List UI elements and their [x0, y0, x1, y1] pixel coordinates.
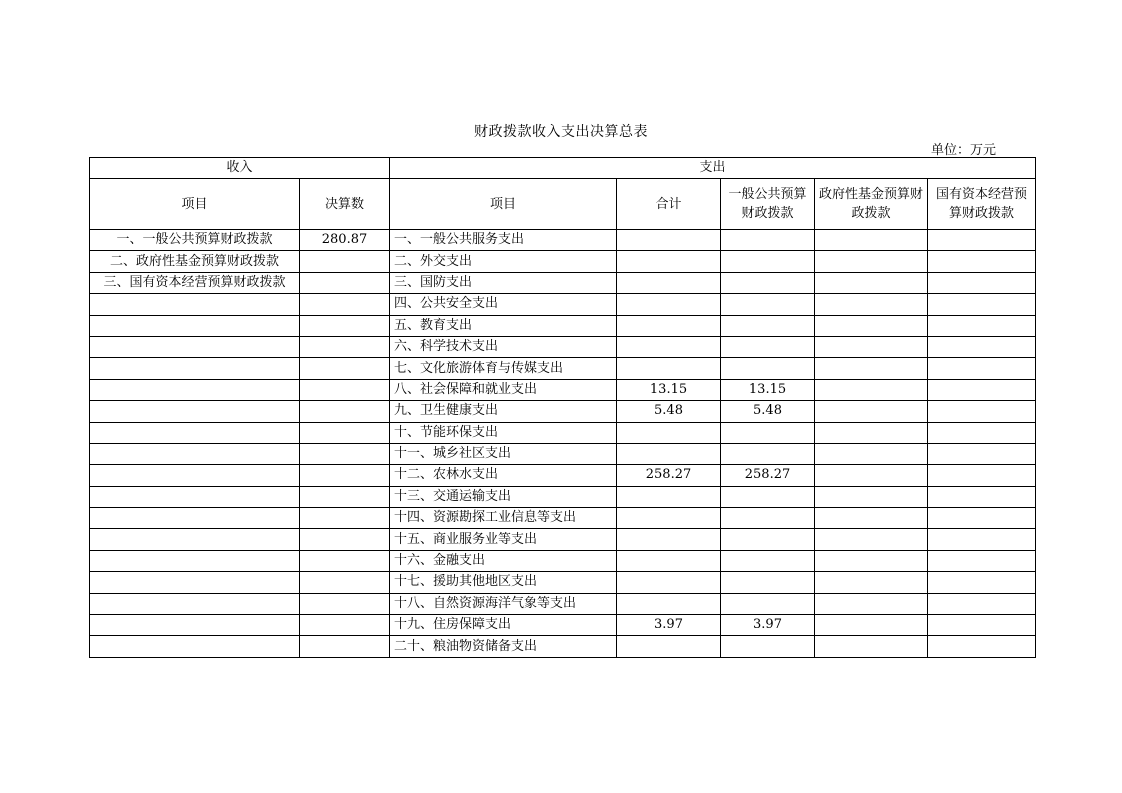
income-item-cell — [90, 401, 300, 422]
income-amount-cell — [300, 379, 390, 400]
income-item-cell — [90, 294, 300, 315]
state-capital-cell — [928, 529, 1036, 550]
general-budget-cell — [721, 336, 815, 357]
state-capital-cell — [928, 636, 1036, 657]
gov-fund-cell — [815, 508, 928, 529]
income-amount-cell — [300, 272, 390, 293]
general-budget-cell — [721, 508, 815, 529]
table-row — [90, 230, 1036, 251]
table-row — [90, 272, 1036, 293]
general-budget-cell — [721, 315, 815, 336]
state-capital-cell — [928, 593, 1036, 614]
income-item-cell — [90, 593, 300, 614]
income-item-cell — [90, 465, 300, 486]
budget-table — [89, 157, 1036, 658]
income-amount-cell — [300, 636, 390, 657]
income-amount-cell — [300, 315, 390, 336]
total-cell: 5.48 — [617, 401, 721, 422]
state-capital-cell — [928, 572, 1036, 593]
income-amount-cell — [300, 529, 390, 550]
state-capital-cell — [928, 272, 1036, 293]
state-capital-cell — [928, 465, 1036, 486]
state-capital-header: 国有资本经营预算财政拨款 — [928, 179, 1036, 230]
state-capital-cell — [928, 486, 1036, 507]
expense-header: 支出 — [390, 158, 1036, 179]
table-row — [90, 486, 1036, 507]
table-row — [90, 336, 1036, 357]
general-budget-cell: 3.97 — [721, 615, 815, 636]
table-row — [90, 294, 1036, 315]
document-title: 财政拨款收入支出决算总表 — [474, 124, 648, 140]
table-row — [90, 636, 1036, 657]
table-body — [90, 230, 1036, 658]
total-cell — [617, 572, 721, 593]
income-item-cell — [90, 615, 300, 636]
gov-fund-cell — [815, 443, 928, 464]
table-row — [90, 251, 1036, 272]
income-amount-cell — [300, 251, 390, 272]
gov-fund-cell — [815, 251, 928, 272]
state-capital-cell — [928, 315, 1036, 336]
total-cell — [617, 550, 721, 571]
expense-item-cell: 十四、资源勘探工业信息等支出 — [390, 508, 617, 529]
income-item-cell: 一、一般公共预算财政拨款 — [90, 230, 300, 251]
gov-fund-cell — [815, 615, 928, 636]
expense-item-cell: 十二、农林水支出 — [390, 465, 617, 486]
expense-item-cell: 十七、援助其他地区支出 — [390, 572, 617, 593]
general-budget-cell — [721, 529, 815, 550]
income-item-cell — [90, 550, 300, 571]
gov-fund-cell — [815, 636, 928, 657]
general-budget-cell — [721, 443, 815, 464]
general-budget-cell — [721, 636, 815, 657]
income-amount-cell — [300, 550, 390, 571]
unit-label: 单位：万元 — [931, 143, 997, 158]
income-amount-cell — [300, 401, 390, 422]
income-item-cell — [90, 315, 300, 336]
general-budget-cell — [721, 422, 815, 443]
general-budget-cell — [721, 251, 815, 272]
expense-item-cell: 二十、粮油物资储备支出 — [390, 636, 617, 657]
income-amount-cell — [300, 465, 390, 486]
income-amount-cell — [300, 294, 390, 315]
table-row — [90, 358, 1036, 379]
total-cell: 3.97 — [617, 615, 721, 636]
expense-item-cell: 二、外交支出 — [390, 251, 617, 272]
gov-fund-cell — [815, 465, 928, 486]
expense-item-cell: 十九、住房保障支出 — [390, 615, 617, 636]
total-cell — [617, 529, 721, 550]
table-row — [90, 508, 1036, 529]
total-cell — [617, 443, 721, 464]
table-row — [90, 315, 1036, 336]
state-capital-cell — [928, 379, 1036, 400]
header-row-top — [90, 158, 1036, 179]
table-row — [90, 550, 1036, 571]
income-amount-cell — [300, 572, 390, 593]
income-amount-cell — [300, 336, 390, 357]
expense-item-cell: 三、国防支出 — [390, 272, 617, 293]
general-budget-cell — [721, 572, 815, 593]
state-capital-cell — [928, 508, 1036, 529]
income-item-cell — [90, 572, 300, 593]
total-cell — [617, 593, 721, 614]
income-item-cell — [90, 486, 300, 507]
gov-fund-cell — [815, 593, 928, 614]
income-item-header: 项目 — [90, 179, 300, 230]
gov-fund-cell — [815, 401, 928, 422]
state-capital-cell — [928, 358, 1036, 379]
income-amount-cell — [300, 615, 390, 636]
general-budget-header: 一般公共预算财政拨款 — [721, 179, 815, 230]
income-item-cell — [90, 529, 300, 550]
expense-item-cell: 十五、商业服务业等支出 — [390, 529, 617, 550]
gov-fund-cell — [815, 230, 928, 251]
general-budget-cell: 258.27 — [721, 465, 815, 486]
gov-fund-cell — [815, 486, 928, 507]
expense-item-cell: 八、社会保障和就业支出 — [390, 379, 617, 400]
table-row — [90, 401, 1036, 422]
gov-fund-cell — [815, 379, 928, 400]
expense-item-cell: 十一、城乡社区支出 — [390, 443, 617, 464]
income-item-cell — [90, 379, 300, 400]
income-item-cell — [90, 508, 300, 529]
general-budget-cell — [721, 230, 815, 251]
income-item-cell — [90, 336, 300, 357]
state-capital-cell — [928, 251, 1036, 272]
total-cell — [617, 230, 721, 251]
header-row-columns — [90, 179, 1036, 230]
table-row — [90, 465, 1036, 486]
state-capital-cell — [928, 615, 1036, 636]
general-budget-cell — [721, 294, 815, 315]
total-cell — [617, 422, 721, 443]
expense-item-cell: 七、文化旅游体育与传媒支出 — [390, 358, 617, 379]
total-cell — [617, 336, 721, 357]
state-capital-cell — [928, 443, 1036, 464]
income-amount-cell — [300, 443, 390, 464]
expense-item-cell: 五、教育支出 — [390, 315, 617, 336]
general-budget-cell: 5.48 — [721, 401, 815, 422]
income-amount-cell — [300, 422, 390, 443]
expense-item-cell: 四、公共安全支出 — [390, 294, 617, 315]
general-budget-cell — [721, 272, 815, 293]
income-amount-cell — [300, 358, 390, 379]
income-amount-cell: 280.87 — [300, 230, 390, 251]
total-cell: 13.15 — [617, 379, 721, 400]
state-capital-cell — [928, 550, 1036, 571]
expense-item-cell: 一、一般公共服务支出 — [390, 230, 617, 251]
state-capital-cell — [928, 422, 1036, 443]
table-row — [90, 593, 1036, 614]
state-capital-cell — [928, 294, 1036, 315]
total-header: 合计 — [617, 179, 721, 230]
table-row — [90, 379, 1036, 400]
total-cell — [617, 508, 721, 529]
total-cell — [617, 636, 721, 657]
expense-item-header: 项目 — [390, 179, 617, 230]
total-cell — [617, 358, 721, 379]
state-capital-cell — [928, 230, 1036, 251]
expense-item-cell: 十、节能环保支出 — [390, 422, 617, 443]
expense-item-cell: 六、科学技术支出 — [390, 336, 617, 357]
table-row — [90, 529, 1036, 550]
expense-item-cell: 十三、交通运输支出 — [390, 486, 617, 507]
general-budget-cell — [721, 358, 815, 379]
gov-fund-cell — [815, 272, 928, 293]
total-cell: 258.27 — [617, 465, 721, 486]
gov-fund-header: 政府性基金预算财政拨款 — [815, 179, 928, 230]
gov-fund-cell — [815, 422, 928, 443]
total-cell — [617, 272, 721, 293]
table-row — [90, 572, 1036, 593]
income-amount-cell — [300, 593, 390, 614]
income-item-cell: 三、国有资本经营预算财政拨款 — [90, 272, 300, 293]
gov-fund-cell — [815, 358, 928, 379]
income-item-cell — [90, 422, 300, 443]
state-capital-cell — [928, 401, 1036, 422]
income-amount-cell — [300, 486, 390, 507]
general-budget-cell: 13.15 — [721, 379, 815, 400]
total-cell — [617, 315, 721, 336]
expense-item-cell: 九、卫生健康支出 — [390, 401, 617, 422]
gov-fund-cell — [815, 550, 928, 571]
total-cell — [617, 251, 721, 272]
table-row — [90, 443, 1036, 464]
total-cell — [617, 486, 721, 507]
general-budget-cell — [721, 550, 815, 571]
gov-fund-cell — [815, 294, 928, 315]
table-row — [90, 422, 1036, 443]
income-item-cell: 二、政府性基金预算财政拨款 — [90, 251, 300, 272]
gov-fund-cell — [815, 315, 928, 336]
income-item-cell — [90, 636, 300, 657]
general-budget-cell — [721, 593, 815, 614]
expense-item-cell: 十六、金融支出 — [390, 550, 617, 571]
income-item-cell — [90, 358, 300, 379]
gov-fund-cell — [815, 572, 928, 593]
income-item-cell — [90, 443, 300, 464]
gov-fund-cell — [815, 529, 928, 550]
general-budget-cell — [721, 486, 815, 507]
income-header: 收入 — [90, 158, 390, 179]
total-cell — [617, 294, 721, 315]
gov-fund-cell — [815, 336, 928, 357]
income-amount-header: 决算数 — [300, 179, 390, 230]
table-row — [90, 615, 1036, 636]
expense-item-cell: 十八、自然资源海洋气象等支出 — [390, 593, 617, 614]
income-amount-cell — [300, 508, 390, 529]
state-capital-cell — [928, 336, 1036, 357]
